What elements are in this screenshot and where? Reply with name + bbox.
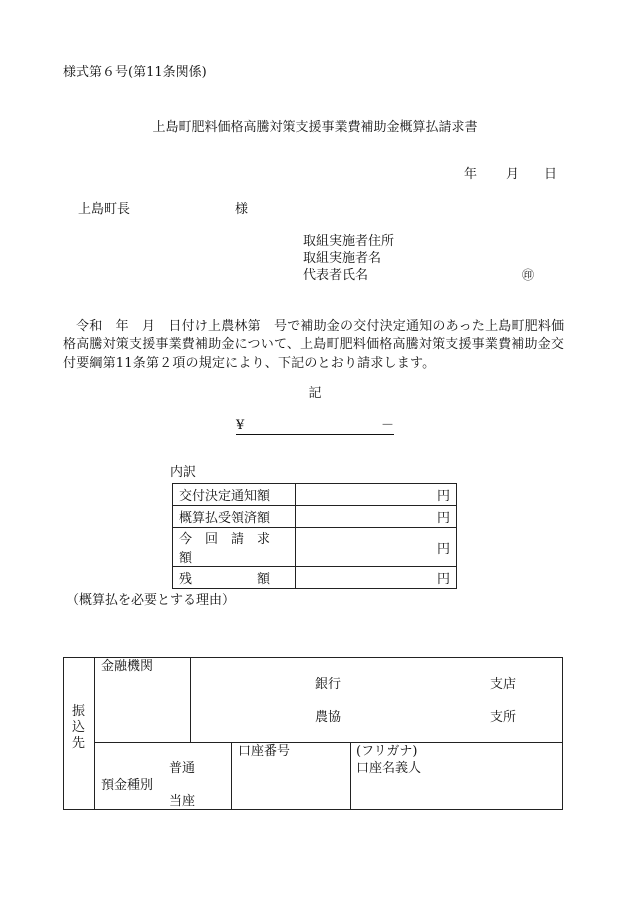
form-number: 様式第６号(第11条関係)	[63, 65, 207, 80]
amount-dash: －	[380, 418, 394, 433]
breakdown-row-value[interactable]: 円	[296, 567, 457, 589]
date-month: 月	[506, 167, 520, 182]
date-day: 日	[544, 167, 558, 182]
reason-label: （概算払を必要とする理由）	[66, 593, 236, 608]
addressee-name: 上島町長	[78, 202, 131, 217]
account-number-label: 口座番号	[238, 744, 291, 759]
breakdown-row-label: 交付決定通知額	[173, 484, 296, 506]
applicant-address-label: 取組実施者住所	[303, 234, 395, 249]
transfer-label-char: 込	[72, 720, 86, 735]
divider	[190, 658, 191, 742]
table-row	[173, 484, 457, 506]
divider	[94, 742, 562, 743]
deposit-current: 当座	[169, 794, 196, 809]
yen-symbol: ¥	[236, 418, 245, 433]
table-row	[173, 567, 457, 589]
deposit-type-label: 預金種別	[101, 778, 154, 793]
request-body-text: 令和 年 月 日付け上農林第 号で補助金の交付決定通知のあった上島町肥料価格高騰対策支援事業費補助金について、上島町肥料価格高騰対策支援事業費補助金交付要綱第11条第２項の規定により、下記のとおり請求します。	[63, 319, 565, 371]
institution-label: 金融機関	[101, 659, 154, 674]
addressee-honorific: 様	[235, 202, 249, 217]
transfer-label-char: 振	[72, 704, 86, 719]
transfer-label-char: 先	[72, 736, 86, 751]
transfer-destination-box	[63, 657, 563, 810]
table-row	[173, 528, 457, 567]
bank-label: 銀行	[315, 677, 342, 692]
divider	[350, 742, 351, 809]
breakdown-row-label: 残 額	[173, 567, 296, 589]
branch-label: 支店	[490, 677, 517, 692]
breakdown-table	[172, 483, 457, 589]
breakdown-row-value[interactable]: 円	[296, 506, 457, 528]
deposit-ordinary: 普通	[169, 761, 196, 776]
breakdown-row-value[interactable]: 円	[296, 484, 457, 506]
applicant-name-label: 取組実施者名	[303, 251, 382, 266]
breakdown-row-label: 概算払受領済額	[173, 506, 296, 528]
date-year: 年	[464, 167, 478, 182]
breakdown-row-label: 今 回 請 求 額	[173, 528, 296, 567]
seal-mark: ㊞	[522, 268, 535, 282]
account-holder-label: 口座名義人	[356, 761, 422, 776]
table-row	[173, 506, 457, 528]
breakdown-row-value[interactable]: 円	[296, 528, 457, 567]
furigana-label: (フリガナ)	[356, 744, 418, 759]
coop-label: 農協	[315, 710, 342, 725]
request-amount-line	[236, 418, 394, 435]
ki-heading: 記	[308, 386, 322, 401]
coop-branch-label: 支所	[490, 710, 517, 725]
document-title: 上島町肥料価格高騰対策支援事業費補助金概算払請求書	[152, 120, 478, 135]
breakdown-label: 内訳	[170, 465, 197, 480]
divider	[94, 658, 95, 809]
representative-name-label: 代表者氏名	[303, 268, 369, 283]
divider	[231, 742, 232, 809]
